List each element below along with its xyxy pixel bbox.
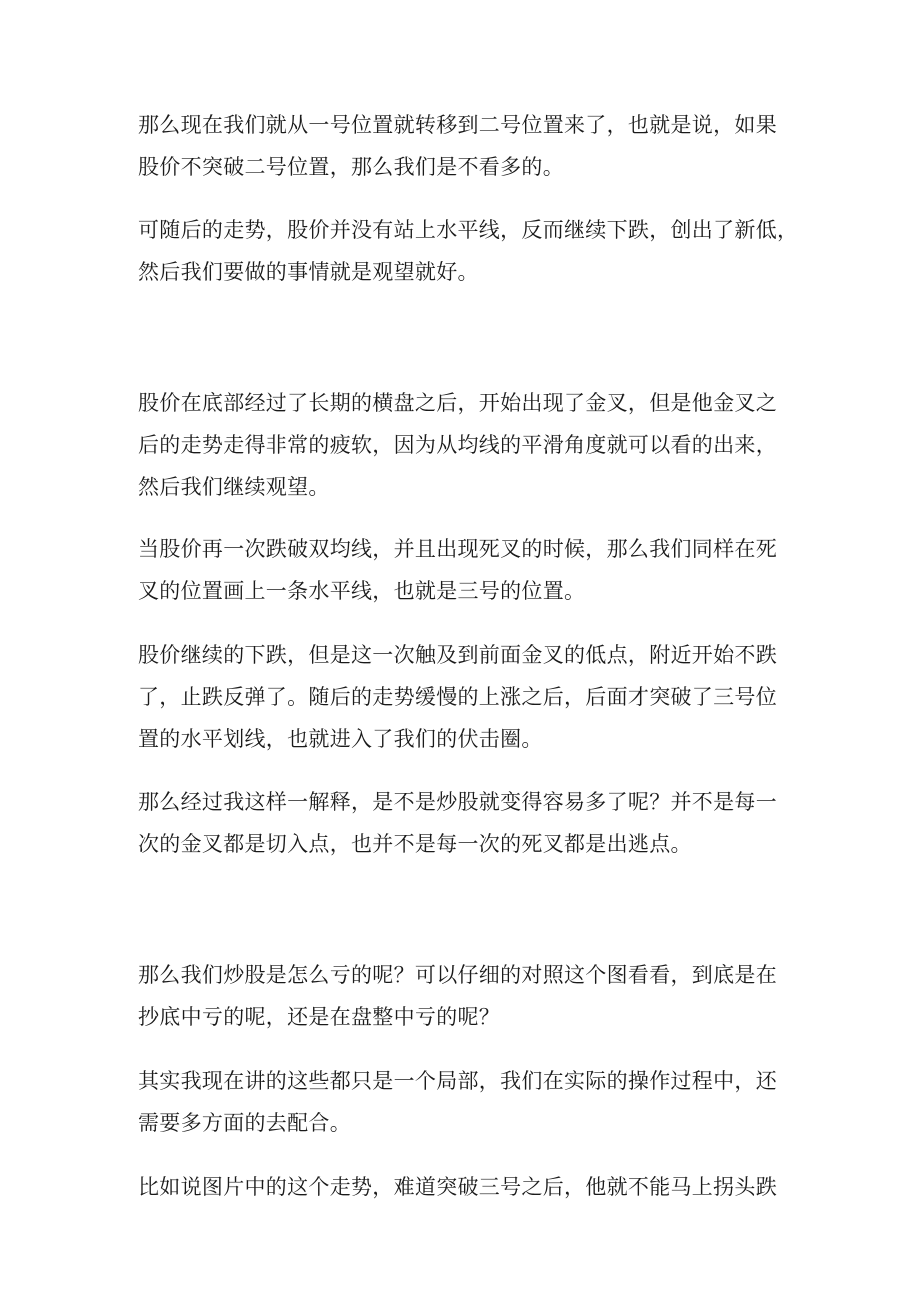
- paragraph-line: 比如说图片中的这个走势，难道突破三号之后，他就不能马上拐头跌: [138, 1175, 777, 1199]
- paragraph-line: 股价在底部经过了长期的横盘之后，开始出现了金叉，但是他金叉之: [138, 391, 777, 415]
- paragraph-line: 股价不突破二号位置，那么我们是不看多的。: [138, 155, 564, 179]
- paragraph-7: [138, 954, 810, 1038]
- paragraph-line: 当股价再一次跌破双均线，并且出现死叉的时候，那么我们同样在死: [138, 537, 777, 561]
- paragraph-line: 那么经过我这样一解释，是不是炒股就变得容易多了呢？并不是每一: [138, 790, 777, 814]
- paragraph-1: [138, 104, 810, 188]
- paragraph-line: 了，止跌反弹了。随后的走势缓慢的上涨之后，后面才突破了三号位: [138, 685, 777, 709]
- paragraph-line: 其实我现在讲的这些都只是一个局部，我们在实际的操作过程中，还: [138, 1069, 777, 1093]
- paragraph-line: 需要多方面的去配合。: [138, 1111, 351, 1135]
- paragraph-line: 那么我们炒股是怎么亏的呢？可以仔细的对照这个图看看，到底是在: [138, 963, 777, 987]
- paragraph-line: 次的金叉都是切入点，也并不是每一次的死叉都是出逃点。: [138, 832, 692, 856]
- paragraph-6: [138, 781, 810, 865]
- paragraph-8: [138, 1060, 810, 1144]
- paragraph-line: 叉的位置画上一条水平线，也就是三号的位置。: [138, 579, 586, 603]
- paragraph-line: 后的走势走得非常的疲软，因为从均线的平滑角度就可以看的出来，: [138, 433, 777, 457]
- paragraph-4: [138, 528, 810, 612]
- paragraph-3: [138, 382, 810, 508]
- paragraph-line: 置的水平划线，也就进入了我们的伏击圈。: [138, 727, 543, 751]
- paragraph-2: [138, 209, 810, 293]
- paragraph-line: 然后我们继续观望。: [138, 475, 330, 499]
- paragraph-line: 然后我们要做的事情就是观望就好。: [138, 260, 479, 284]
- paragraph-line: 抄底中亏的呢，还是在盘整中亏的呢？: [138, 1005, 501, 1029]
- paragraph-line: 那么现在我们就从一号位置就转移到二号位置来了，也就是说，如果: [138, 113, 777, 137]
- paragraph-5: [138, 634, 810, 760]
- paragraph-line: 股价继续的下跌，但是这一次触及到前面金叉的低点，附近开始不跌: [138, 643, 777, 667]
- paragraph-9: [138, 1166, 810, 1208]
- paragraph-line: 可随后的走势，股价并没有站上水平线，反而继续下跌，创出了新低，: [138, 218, 799, 242]
